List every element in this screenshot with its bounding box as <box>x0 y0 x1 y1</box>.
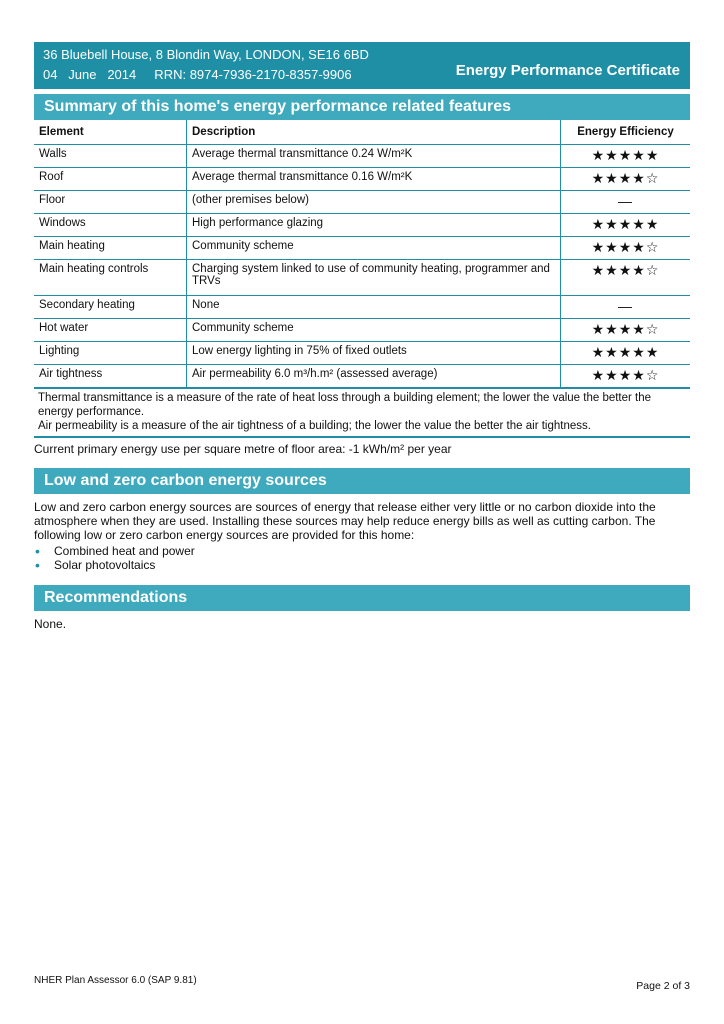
lzc-heading: Low and zero carbon energy sources <box>34 468 690 494</box>
table-row <box>34 342 690 365</box>
row-element: Main heating <box>34 237 187 260</box>
lzc-list <box>34 544 690 572</box>
table-row <box>34 168 690 191</box>
row-element: Lighting <box>34 342 187 365</box>
star-rating: ★★★★★ <box>561 145 691 168</box>
table-row <box>34 145 690 168</box>
row-element: Secondary heating <box>34 296 187 319</box>
star-rating: ★★★★☆ <box>561 237 691 260</box>
list-item <box>34 544 690 558</box>
row-element: Walls <box>34 145 187 168</box>
column-header-efficiency: Energy Efficiency <box>561 120 691 145</box>
lzc-description: Low and zero carbon energy sources are sources of energy that release either very little or no carbon dioxide into the atmosphere when they are used. Installing these sources may help reduce energy bills as well as cutting carbon. The following low or zero carbon energy sources are provided for this home: <box>34 500 656 542</box>
page-number: Page 2 of 3 <box>636 980 690 992</box>
star-rating: — <box>561 191 691 214</box>
date-and-rrn: 04 June 2014 RRN: 8974-7936-2170-8357-9906 <box>43 67 352 82</box>
row-description: Community scheme <box>187 237 561 260</box>
table-row <box>34 319 690 342</box>
row-element: Main heating controls <box>34 260 187 296</box>
star-rating: ★★★★★ <box>561 342 691 365</box>
row-element: Windows <box>34 214 187 237</box>
table-row <box>34 237 690 260</box>
certificate-title: Energy Performance Certificate <box>455 62 680 79</box>
definitions-notes <box>34 387 690 438</box>
recommendations-text: None. <box>34 617 67 631</box>
row-description: High performance glazing <box>187 214 561 237</box>
column-header-element: Element <box>34 120 187 145</box>
star-rating: ★★★★☆ <box>561 365 691 388</box>
row-description: Low energy lighting in 75% of fixed outlets <box>187 342 561 365</box>
row-element: Hot water <box>34 319 187 342</box>
row-element: Air tightness <box>34 365 187 388</box>
list-item <box>34 558 690 572</box>
row-description: Community scheme <box>187 319 561 342</box>
row-description: None <box>187 296 561 319</box>
primary-energy-use: Current primary energy use per square metre of floor area: -1 kWh/m² per year <box>34 442 452 456</box>
row-description: Average thermal transmittance 0.16 W/m²K <box>187 168 561 191</box>
table-row <box>34 260 690 296</box>
bullet-icon: • <box>35 557 40 573</box>
row-description: Charging system linked to use of community heating, programmer and TRVs <box>187 260 561 296</box>
star-rating: ★★★★☆ <box>561 319 691 342</box>
epc-page <box>34 42 690 631</box>
row-element: Roof <box>34 168 187 191</box>
air-permeability-note: Air permeability is a measure of the air tightness of a building; the lower the value the better the air tightness. <box>38 420 591 432</box>
list-item-label: Combined heat and power <box>54 544 195 558</box>
table-row <box>34 214 690 237</box>
table-row <box>34 365 690 388</box>
row-element: Floor <box>34 191 187 214</box>
row-description: (other premises below) <box>187 191 561 214</box>
table-row <box>34 191 690 214</box>
thermal-transmittance-note: Thermal transmittance is a measure of the rate of heat loss through a building element; the lower the value the better the energy performance. <box>38 392 652 418</box>
star-rating: ★★★★☆ <box>561 168 691 191</box>
table-row <box>34 296 690 319</box>
row-description: Average thermal transmittance 0.24 W/m²K <box>187 145 561 168</box>
star-rating: ★★★★☆ <box>561 260 691 296</box>
summary-heading: Summary of this home's energy performance related features <box>34 94 690 120</box>
features-table <box>34 120 690 387</box>
list-item-label: Solar photovoltaics <box>54 558 156 572</box>
star-rating: — <box>561 296 691 319</box>
row-description: Air permeability 6.0 m³/h.m² (assessed average) <box>187 365 561 388</box>
software-version: NHER Plan Assessor 6.0 (SAP 9.81) <box>34 975 197 986</box>
column-header-description: Description <box>187 120 561 145</box>
bullet-icon: • <box>35 543 40 559</box>
property-address: 36 Bluebell House, 8 Blondin Way, LONDON, SE16 6BD <box>43 47 369 62</box>
star-rating: ★★★★★ <box>561 214 691 237</box>
recommendations-heading: Recommendations <box>34 585 690 611</box>
certificate-header <box>34 42 690 89</box>
